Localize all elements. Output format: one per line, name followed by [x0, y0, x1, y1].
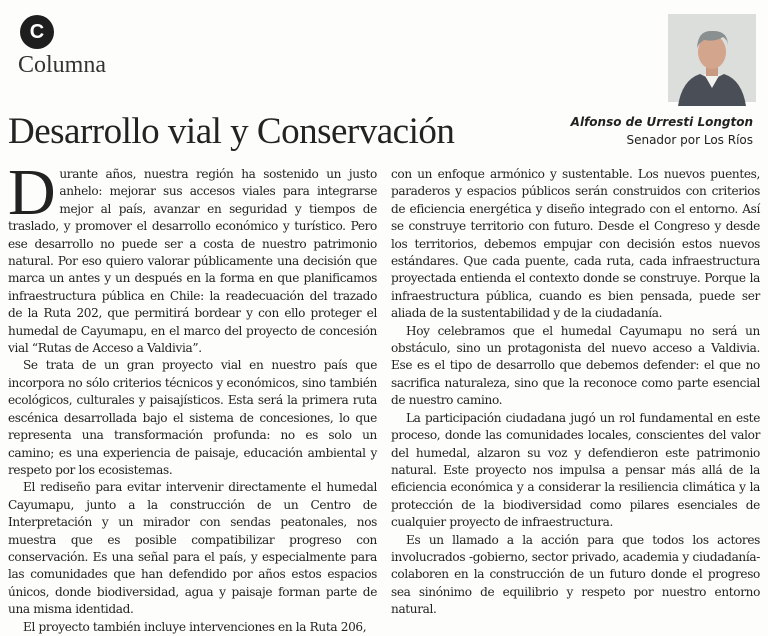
article-paragraph — [8, 156, 377, 357]
article-column-1 — [8, 156, 377, 634]
author-role: Senador por Los Ríos — [626, 133, 753, 147]
column-badge-icon: C — [20, 15, 54, 49]
author-name: Alfonso de Urresti Longton — [570, 115, 753, 129]
article-paragraph: Se trata de un gran proyecto vial en nuestro país que incorpora no sólo criterios técnicos y económicos, sino también ecológicos, culturales y paisajísticos. Esta será la primera ruta escénica desarrollada bajo el sistema de concesiones, lo que representa una transformación profunda: no es solo un camino; es una experiencia de paisaje, educación ambiental y respeto por los ecosistemas. — [8, 358, 377, 477]
author-block — [571, 113, 753, 149]
article-paragraph: El rediseño para evitar intervenir directamente el humedal Cayumapu, junto a la construcción de un Centro de Interpretación y un mirador con sendas peatonales, nos muestra que es posible compatibilizar progreso con conservación. Es una señal para el país, y especialmente para las comunidades que han defendido por años estos espacios únicos, donde biodiversidad, agua y paisaje forman parte de una misma identidad. — [8, 480, 377, 617]
article-column-2 — [391, 166, 760, 617]
author-portrait-icon — [668, 14, 756, 102]
article-body — [8, 156, 760, 634]
article-title: Desarrollo vial y Conservación — [8, 111, 455, 152]
article-paragraph: La participación ciudadana jugó un rol fundamental en este proceso, donde las comunidades locales, conscientes del valor del humedal, alzaron su voz y defendieron este patrimonio natural. Este proyecto nos impulsa a pensar más allá de la eficiencia económica y a considerar la resiliencia climática y la protección de la biodiversidad como pilares esenciales de cualquier proyecto de infraestructura. — [391, 410, 760, 530]
article-paragraph: El proyecto también incluye intervenciones en la Ruta 206, — [23, 619, 367, 634]
paragraph-text: urante años, nuestra región ha sostenido un justo anhelo: mejorar sus accesos viales para integrarse mejor al país, avanzar en seguridad y tiempos de traslado, y promover el desarrollo económico y turístico. Pero ese desarrollo no puede ser a costa de nuestro patrimonio natural. Por eso quiero valorar públicamente una decisión que marca un antes y un después en la forma en que planificamos infraestructura pública en Chile: la readecuación del trazado de la Ruta 202, que permitirá bordear y con ello proteger el humedal de Cayumapu, en el marco del proyecto de concesión vial “Rutas de Acceso a Valdivia”. — [8, 167, 377, 356]
article-paragraph: Es un llamado a la acción para que todos los actores involucrados -gobierno, sector privado, academia y ciudadanía- colaboren en la construcción de un futuro donde el progreso sea sinónimo de equilibrio y respeto por nuestro entorno natural. — [391, 532, 760, 617]
drop-cap: D — [8, 156, 56, 229]
article-paragraph: Hoy celebramos que el humedal Cayumapu no será un obstáculo, sino un protagonista del nuevo acceso a Valdivia. Ese es el tipo de desarrollo que debemos defender: el que no sacrifica naturaleza, sino que la reconoce como parte esencial de nuestro camino. — [391, 323, 760, 408]
article-paragraph: con un enfoque armónico y sustentable. Los nuevos puentes, paraderos y espacios públicos serán construidos con criterios de eficiencia energética y diseño integrado con el entorno. Así se construye territorio con futuro. Desde el Congreso y desde los territorios, debemos empujar con decisión estos nuevos estándares. Que cada puente, cada ruta, cada infraestructura proyectada entienda el contexto donde se construye. Porque la infraestructura pública, cuando es bien pensada, puede ser aliada de la sustentabilidad y de la ciudadanía. — [391, 167, 760, 321]
section-label: Columna — [18, 52, 106, 78]
author-photo — [668, 14, 756, 102]
